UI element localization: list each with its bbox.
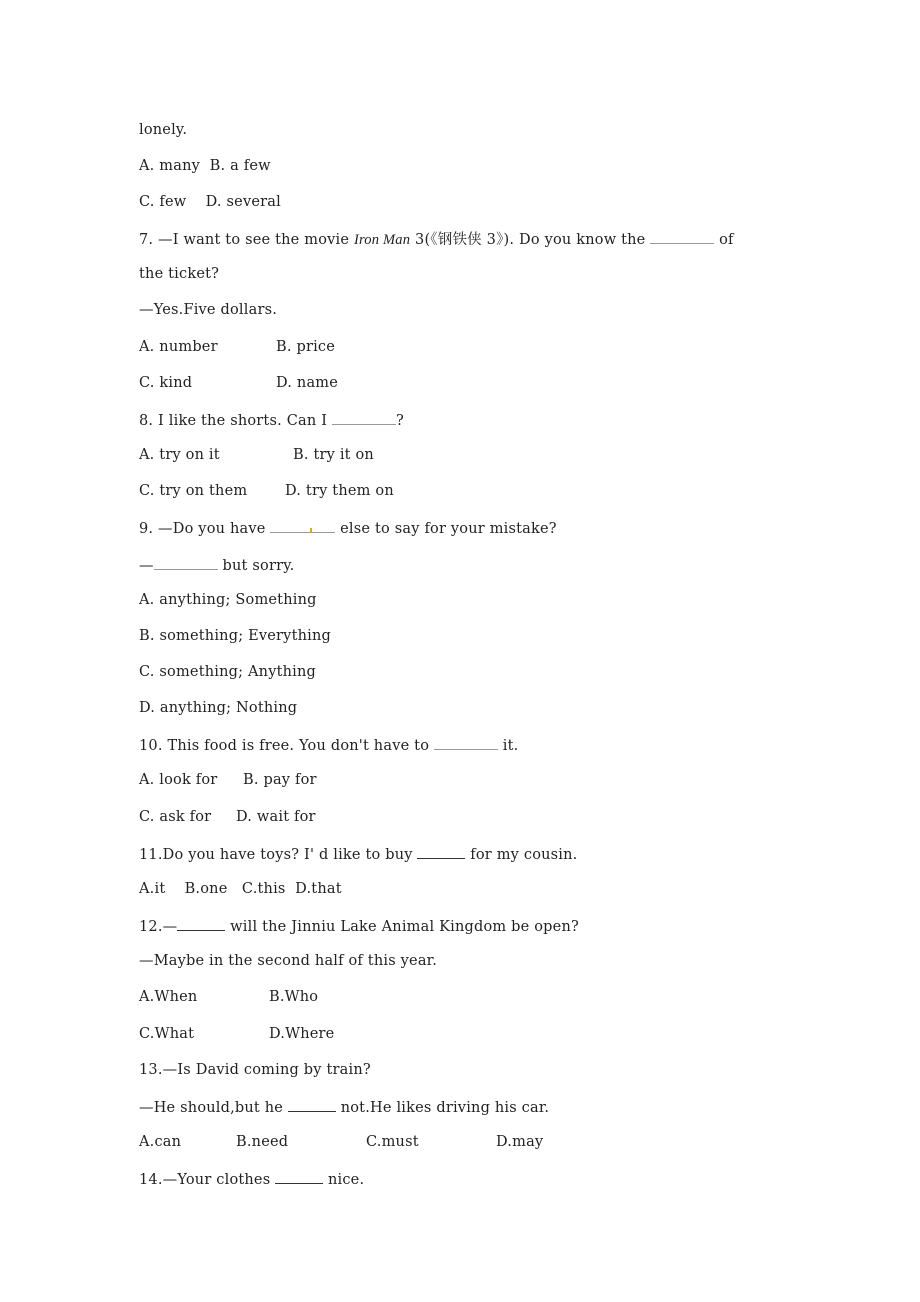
answer-text: not.He likes driving his car. [335, 1100, 550, 1116]
answer-blank [417, 844, 465, 859]
answer-blank [332, 410, 396, 425]
answer-line [139, 555, 294, 575]
options-line [139, 1025, 334, 1043]
question-text: of [714, 232, 734, 248]
options-line [139, 482, 394, 500]
option-a: A. try on it [139, 447, 220, 463]
question-text: it. [497, 738, 519, 754]
option-c: C.must [366, 1134, 419, 1150]
options-line: A.it B.one C.this D.that [139, 881, 342, 897]
question-8 [139, 410, 404, 430]
question-text: nice. [323, 1172, 365, 1188]
answer-line: —Yes.Five dollars. [139, 302, 278, 318]
option-c: C. kind [139, 375, 193, 391]
question-text: will the Jinniu Lake Animal Kingdom be open? [225, 919, 579, 935]
answer-blank [650, 229, 714, 244]
question-9 [139, 518, 557, 538]
option-d: D. anything; Nothing [139, 700, 298, 716]
answer-blank [311, 518, 335, 533]
options-line [139, 374, 338, 392]
option-b: B. try it on [293, 447, 374, 463]
options-line [139, 988, 318, 1006]
option-b: B. something; Everything [139, 628, 331, 644]
options-line [139, 808, 316, 826]
options-line: A. many B. a few [139, 158, 271, 174]
option-d: D.may [496, 1134, 544, 1150]
options-line: C. few D. several [139, 194, 281, 210]
question-text: for my cousin. [465, 847, 578, 863]
option-b: B.Who [269, 989, 319, 1005]
option-a: A. look for [139, 772, 218, 788]
answer-blank [154, 555, 218, 570]
question-14 [139, 1169, 364, 1189]
answer-blank [177, 916, 225, 931]
option-a: A.When [139, 989, 198, 1005]
question-10 [139, 735, 518, 755]
answer-line: —Maybe in the second half of this year. [139, 953, 438, 969]
question-11 [139, 844, 578, 864]
answer-blank [270, 518, 311, 533]
option-d: D.Where [269, 1026, 335, 1042]
option-b: B. price [276, 339, 336, 355]
question-12 [139, 916, 579, 936]
option-b: B.need [236, 1134, 289, 1150]
answer-text: —He should,but he [139, 1100, 288, 1116]
question-text: 11.Do you have toys? I' d like to buy [139, 847, 418, 863]
option-a: A.can [139, 1134, 182, 1150]
option-a: A. number [139, 339, 218, 355]
options-line [139, 338, 335, 356]
options-line [139, 771, 317, 789]
question-text: 10. This food is free. You don't have to [139, 738, 434, 754]
option-d: D. wait for [236, 809, 316, 825]
question-text: 12.— [139, 919, 178, 935]
question-text: else to say for your mistake? [335, 521, 557, 537]
options-line [139, 446, 374, 464]
question-13: 13.—Is David coming by train? [139, 1062, 371, 1078]
dash: — [139, 558, 154, 574]
question-text: 14.—Your clothes [139, 1172, 276, 1188]
option-c: C. ask for [139, 809, 212, 825]
option-b: B. pay for [243, 772, 317, 788]
question-text: 7. —I want to see the movie [139, 232, 354, 248]
movie-title: Iron Man [353, 232, 411, 248]
question-text: ? [395, 413, 404, 429]
question-text: 8. I like the shorts. Can I [139, 413, 332, 429]
answer-blank [288, 1097, 336, 1112]
option-c: C. something; Anything [139, 664, 317, 680]
option-c: C.What [139, 1026, 195, 1042]
text-line: lonely. [139, 122, 188, 138]
option-d: D. name [276, 375, 339, 391]
question-7 [139, 229, 734, 249]
question-text: 9. —Do you have [139, 521, 271, 537]
question-text: 3(《钢铁侠 3》). Do you know the [410, 232, 651, 248]
text-line: the ticket? [139, 266, 220, 282]
answer-line [139, 1097, 549, 1117]
answer-blank [434, 735, 498, 750]
answer-text: but sorry. [217, 558, 295, 574]
options-line [139, 1133, 543, 1151]
answer-blank [275, 1169, 323, 1184]
option-d: D. try them on [285, 483, 394, 499]
option-a: A. anything; Something [139, 592, 317, 608]
option-c: C. try on them [139, 483, 248, 499]
